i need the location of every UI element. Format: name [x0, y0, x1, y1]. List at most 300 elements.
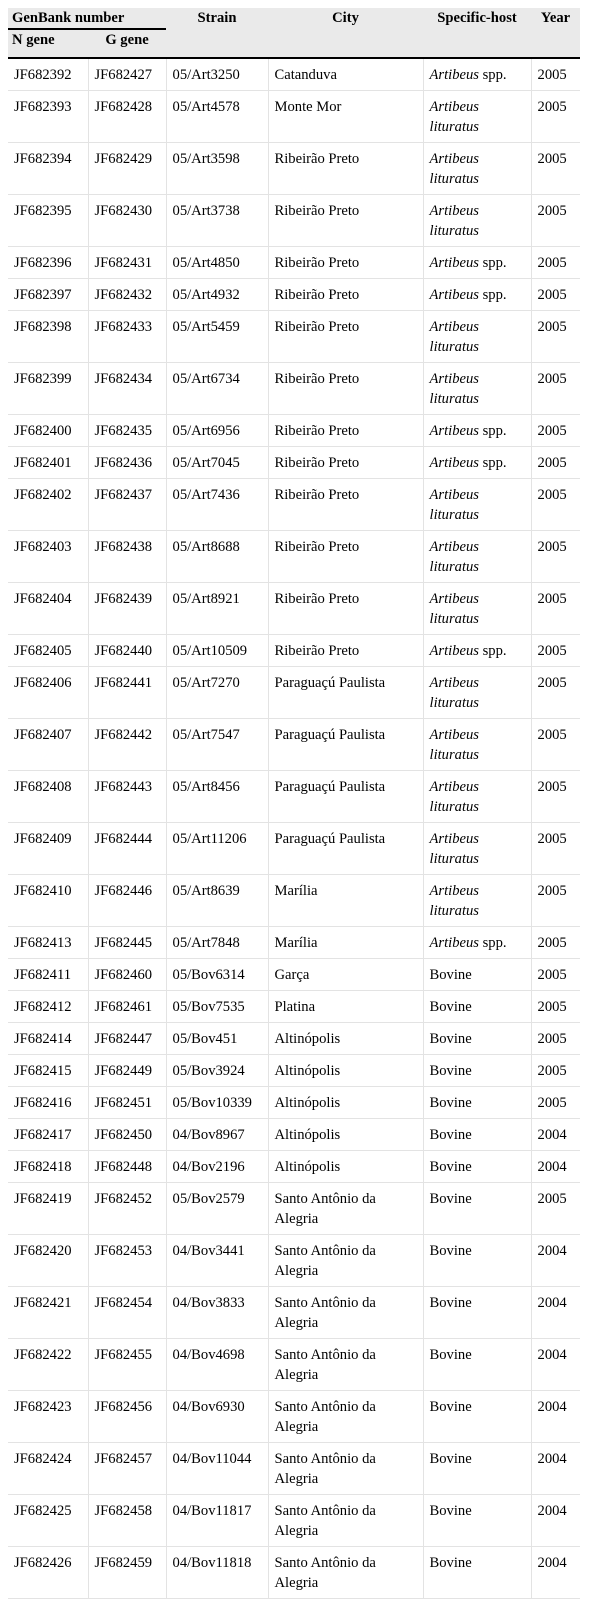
city-cell: Ribeirão Preto: [268, 195, 423, 247]
host-species: spp.: [478, 455, 507, 471]
n-gene-cell: JF682408: [8, 771, 88, 823]
specific-host-cell: [423, 583, 531, 635]
g-gene-cell: JF682434: [88, 363, 166, 415]
year-cell: 2005: [531, 1055, 580, 1087]
host-species: lituratus: [429, 171, 479, 187]
g-gene-cell: JF682454: [88, 1287, 166, 1339]
city-cell: Ribeirão Preto: [268, 479, 423, 531]
g-gene-cell: JF682455: [88, 1339, 166, 1391]
city-cell: Ribeirão Preto: [268, 143, 423, 195]
n-gene-cell: JF682424: [8, 1443, 88, 1495]
year-cell: 2005: [531, 195, 580, 247]
specific-host-cell: [423, 927, 531, 959]
strain-cell: 05/Art8639: [166, 875, 268, 927]
city-cell: Paraguaçú Paulista: [268, 823, 423, 875]
host-genus: Artibeus: [429, 99, 479, 115]
n-gene-cell: JF682402: [8, 479, 88, 531]
g-gene-cell: JF682442: [88, 719, 166, 771]
city-cell: Santo Antônio da Alegria: [268, 1547, 423, 1599]
specific-host-cell: [423, 1023, 531, 1055]
host-name: Bovine: [429, 999, 472, 1015]
specific-host-cell: [423, 991, 531, 1023]
specific-host-cell: [423, 771, 531, 823]
table-row: [8, 91, 580, 143]
host-name: Bovine: [429, 1243, 472, 1259]
host-name: Bovine: [429, 1503, 472, 1519]
g-gene-cell: JF682437: [88, 479, 166, 531]
g-gene-cell: JF682446: [88, 875, 166, 927]
strain-cell: 04/Bov3441: [166, 1235, 268, 1287]
specific-host-cell: [423, 1119, 531, 1151]
host-name: Bovine: [429, 1399, 472, 1415]
table-row: [8, 635, 580, 667]
city-cell: Paraguaçú Paulista: [268, 667, 423, 719]
city-cell: Marília: [268, 927, 423, 959]
host-genus: Artibeus: [429, 539, 479, 555]
host-genus: Artibeus: [429, 203, 479, 219]
host-species: lituratus: [429, 903, 479, 919]
host-genus: Artibeus: [429, 935, 479, 951]
year-cell: 2005: [531, 583, 580, 635]
specific-host-cell: [423, 1055, 531, 1087]
n-gene-cell: JF682392: [8, 58, 88, 91]
host-name: Bovine: [429, 1191, 472, 1207]
specific-host-cell: [423, 143, 531, 195]
year-cell: 2005: [531, 875, 580, 927]
strain-cell: 04/Bov6930: [166, 1391, 268, 1443]
n-gene-cell: JF682399: [8, 363, 88, 415]
g-gene-cell: JF682441: [88, 667, 166, 719]
table-row: [8, 1547, 580, 1599]
g-gene-cell: JF682436: [88, 447, 166, 479]
g-gene-cell: JF682459: [88, 1547, 166, 1599]
host-genus: Artibeus: [429, 151, 479, 167]
g-gene-cell: JF682428: [88, 91, 166, 143]
specific-host-cell: [423, 58, 531, 91]
year-cell: 2005: [531, 719, 580, 771]
strain-cell: 05/Art6734: [166, 363, 268, 415]
strain-cell: 05/Art7045: [166, 447, 268, 479]
n-gene-cell: JF682425: [8, 1495, 88, 1547]
strain-cell: 04/Bov11818: [166, 1547, 268, 1599]
specific-host-cell: [423, 195, 531, 247]
year-cell: 2004: [531, 1235, 580, 1287]
strain-cell: 05/Art6956: [166, 415, 268, 447]
strain-cell: 05/Art8456: [166, 771, 268, 823]
city-cell: Ribeirão Preto: [268, 447, 423, 479]
g-gene-cell: JF682444: [88, 823, 166, 875]
host-genus: Artibeus: [429, 831, 479, 847]
g-gene-cell: JF682460: [88, 959, 166, 991]
year-cell: 2005: [531, 247, 580, 279]
strain-cell: 05/Bov3924: [166, 1055, 268, 1087]
n-gene-cell: JF682423: [8, 1391, 88, 1443]
n-gene-cell: JF682405: [8, 635, 88, 667]
specific-host-cell: [423, 1339, 531, 1391]
host-genus: Artibeus: [429, 287, 479, 303]
g-gene-cell: JF682449: [88, 1055, 166, 1087]
n-gene-cell: JF682417: [8, 1119, 88, 1151]
g-gene-cell: JF682432: [88, 279, 166, 311]
strain-cell: 05/Bov2579: [166, 1183, 268, 1235]
g-gene-cell: JF682435: [88, 415, 166, 447]
city-cell: Ribeirão Preto: [268, 311, 423, 363]
n-gene-cell: JF682411: [8, 959, 88, 991]
specific-host-cell: [423, 415, 531, 447]
host-species: spp.: [478, 67, 507, 83]
specific-host-cell: [423, 1183, 531, 1235]
n-gene-cell: JF682400: [8, 415, 88, 447]
host-species: lituratus: [429, 339, 479, 355]
strain-cell: 05/Art5459: [166, 311, 268, 363]
year-cell: 2005: [531, 959, 580, 991]
host-name: Bovine: [429, 1031, 472, 1047]
specific-host-cell: [423, 311, 531, 363]
strain-cell: 05/Art7547: [166, 719, 268, 771]
specific-host-cell: [423, 363, 531, 415]
table-row: [8, 667, 580, 719]
strain-table: [8, 8, 580, 1599]
year-header: Year: [531, 8, 580, 58]
city-cell: Monte Mor: [268, 91, 423, 143]
host-species: lituratus: [429, 507, 479, 523]
n-gene-cell: JF682393: [8, 91, 88, 143]
specific-host-cell: [423, 667, 531, 719]
year-cell: 2005: [531, 635, 580, 667]
year-cell: 2004: [531, 1287, 580, 1339]
specific-host-cell: [423, 1151, 531, 1183]
strain-header: Strain: [166, 8, 268, 58]
year-cell: 2004: [531, 1443, 580, 1495]
table-row: [8, 771, 580, 823]
host-genus: Artibeus: [429, 67, 479, 83]
table-row: [8, 1023, 580, 1055]
g-gene-cell: JF682440: [88, 635, 166, 667]
specific-host-cell: [423, 959, 531, 991]
strain-cell: 05/Art3598: [166, 143, 268, 195]
host-species: lituratus: [429, 119, 479, 135]
g-gene-cell: JF682429: [88, 143, 166, 195]
table-row: [8, 143, 580, 195]
table-row: [8, 719, 580, 771]
strain-cell: 05/Art8921: [166, 583, 268, 635]
table-row: [8, 415, 580, 447]
specific-host-cell: [423, 1287, 531, 1339]
host-genus: Artibeus: [429, 371, 479, 387]
table-row: [8, 311, 580, 363]
city-cell: Ribeirão Preto: [268, 279, 423, 311]
host-species: spp.: [478, 423, 507, 439]
n-gene-cell: JF682404: [8, 583, 88, 635]
year-cell: 2004: [531, 1119, 580, 1151]
strain-cell: 05/Bov6314: [166, 959, 268, 991]
specific-host-header: Specific-host: [423, 8, 531, 58]
city-cell: Santo Antônio da Alegria: [268, 1183, 423, 1235]
year-cell: 2004: [531, 1151, 580, 1183]
year-cell: 2005: [531, 91, 580, 143]
host-name: Bovine: [429, 1063, 472, 1079]
city-cell: Santo Antônio da Alegria: [268, 1287, 423, 1339]
table-row: [8, 927, 580, 959]
g-gene-cell: JF682452: [88, 1183, 166, 1235]
strain-cell: 04/Bov4698: [166, 1339, 268, 1391]
host-species: spp.: [478, 643, 507, 659]
specific-host-cell: [423, 1547, 531, 1599]
host-species: lituratus: [429, 223, 479, 239]
host-genus: Artibeus: [429, 591, 479, 607]
strain-cell: 05/Art7436: [166, 479, 268, 531]
n-gene-cell: JF682418: [8, 1151, 88, 1183]
strain-cell: 04/Bov11817: [166, 1495, 268, 1547]
host-species: lituratus: [429, 391, 479, 407]
n-gene-cell: JF682422: [8, 1339, 88, 1391]
strain-cell: 05/Art3250: [166, 58, 268, 91]
year-cell: 2004: [531, 1339, 580, 1391]
host-name: Bovine: [429, 1295, 472, 1311]
year-cell: 2005: [531, 991, 580, 1023]
specific-host-cell: [423, 479, 531, 531]
specific-host-cell: [423, 823, 531, 875]
table-row: [8, 1235, 580, 1287]
g-gene-cell: JF682448: [88, 1151, 166, 1183]
specific-host-cell: [423, 635, 531, 667]
table-row: [8, 279, 580, 311]
strain-cell: 05/Art11206: [166, 823, 268, 875]
n-gene-cell: JF682409: [8, 823, 88, 875]
table-row: [8, 1119, 580, 1151]
table-row: [8, 447, 580, 479]
host-species: spp.: [478, 935, 507, 951]
year-cell: 2005: [531, 311, 580, 363]
host-genus: Artibeus: [429, 255, 479, 271]
n-gene-cell: JF682419: [8, 1183, 88, 1235]
table-row: [8, 1339, 580, 1391]
year-cell: 2005: [531, 823, 580, 875]
table-row: [8, 1151, 580, 1183]
year-cell: 2005: [531, 1087, 580, 1119]
strain-cell: 05/Art3738: [166, 195, 268, 247]
strain-cell: 05/Bov10339: [166, 1087, 268, 1119]
table-row: [8, 1087, 580, 1119]
g-gene-cell: JF682443: [88, 771, 166, 823]
host-name: Bovine: [429, 1159, 472, 1175]
table-row: [8, 991, 580, 1023]
host-genus: Artibeus: [429, 883, 479, 899]
year-cell: 2004: [531, 1391, 580, 1443]
year-cell: 2005: [531, 479, 580, 531]
table-row: [8, 479, 580, 531]
table-row: [8, 1287, 580, 1339]
city-cell: Santo Antônio da Alegria: [268, 1339, 423, 1391]
city-cell: Ribeirão Preto: [268, 583, 423, 635]
city-cell: Santo Antônio da Alegria: [268, 1391, 423, 1443]
n-gene-cell: JF682406: [8, 667, 88, 719]
city-cell: Marília: [268, 875, 423, 927]
strain-cell: 05/Art10509: [166, 635, 268, 667]
n-gene-cell: JF682414: [8, 1023, 88, 1055]
table-body: [8, 58, 580, 1599]
table-row: [8, 1443, 580, 1495]
host-species: spp.: [478, 287, 507, 303]
year-cell: 2005: [531, 1023, 580, 1055]
specific-host-cell: [423, 1495, 531, 1547]
n-gene-cell: JF682397: [8, 279, 88, 311]
specific-host-cell: [423, 247, 531, 279]
strain-cell: 04/Bov8967: [166, 1119, 268, 1151]
g-gene-cell: JF682461: [88, 991, 166, 1023]
g-gene-cell: JF682453: [88, 1235, 166, 1287]
city-cell: Altinópolis: [268, 1023, 423, 1055]
table-row: [8, 1183, 580, 1235]
g-gene-header: G gene: [88, 29, 166, 58]
n-gene-cell: JF682395: [8, 195, 88, 247]
host-species: lituratus: [429, 747, 479, 763]
n-gene-cell: JF682412: [8, 991, 88, 1023]
city-cell: Santo Antônio da Alegria: [268, 1495, 423, 1547]
city-cell: Ribeirão Preto: [268, 247, 423, 279]
strain-cell: 04/Bov11044: [166, 1443, 268, 1495]
strain-cell: 05/Art7270: [166, 667, 268, 719]
year-cell: 2005: [531, 927, 580, 959]
host-genus: Artibeus: [429, 455, 479, 471]
year-cell: 2005: [531, 531, 580, 583]
host-species: lituratus: [429, 799, 479, 815]
city-cell: Ribeirão Preto: [268, 415, 423, 447]
strain-table-container: [8, 8, 580, 1599]
city-cell: Altinópolis: [268, 1055, 423, 1087]
n-gene-cell: JF682407: [8, 719, 88, 771]
n-gene-cell: JF682421: [8, 1287, 88, 1339]
host-genus: Artibeus: [429, 487, 479, 503]
n-gene-header: N gene: [8, 29, 88, 58]
table-row: [8, 531, 580, 583]
n-gene-cell: JF682396: [8, 247, 88, 279]
g-gene-cell: JF682431: [88, 247, 166, 279]
city-cell: Altinópolis: [268, 1151, 423, 1183]
host-name: Bovine: [429, 1347, 472, 1363]
table-row: [8, 583, 580, 635]
year-cell: 2005: [531, 771, 580, 823]
table-row: [8, 58, 580, 91]
specific-host-cell: [423, 1391, 531, 1443]
city-cell: Altinópolis: [268, 1087, 423, 1119]
host-name: Bovine: [429, 1451, 472, 1467]
n-gene-cell: JF682403: [8, 531, 88, 583]
table-row: [8, 1391, 580, 1443]
host-species: lituratus: [429, 851, 479, 867]
strain-cell: 05/Art4578: [166, 91, 268, 143]
host-name: Bovine: [429, 1095, 472, 1111]
host-genus: Artibeus: [429, 727, 479, 743]
specific-host-cell: [423, 1087, 531, 1119]
city-cell: Santo Antônio da Alegria: [268, 1235, 423, 1287]
city-cell: Ribeirão Preto: [268, 531, 423, 583]
city-cell: Garça: [268, 959, 423, 991]
host-species: spp.: [478, 255, 507, 271]
city-cell: Platina: [268, 991, 423, 1023]
year-cell: 2005: [531, 143, 580, 195]
year-cell: 2004: [531, 1495, 580, 1547]
specific-host-cell: [423, 875, 531, 927]
genbank-number-header: GenBank number: [8, 8, 166, 29]
year-cell: 2005: [531, 363, 580, 415]
host-name: Bovine: [429, 967, 472, 983]
table-row: [8, 363, 580, 415]
g-gene-cell: JF682445: [88, 927, 166, 959]
host-genus: Artibeus: [429, 319, 479, 335]
table-row: [8, 247, 580, 279]
table-row: [8, 1055, 580, 1087]
host-genus: Artibeus: [429, 423, 479, 439]
specific-host-cell: [423, 1235, 531, 1287]
n-gene-cell: JF682415: [8, 1055, 88, 1087]
g-gene-cell: JF682457: [88, 1443, 166, 1495]
g-gene-cell: JF682458: [88, 1495, 166, 1547]
strain-cell: 05/Art4932: [166, 279, 268, 311]
host-species: lituratus: [429, 695, 479, 711]
host-genus: Artibeus: [429, 675, 479, 691]
n-gene-cell: JF682420: [8, 1235, 88, 1287]
g-gene-cell: JF682447: [88, 1023, 166, 1055]
g-gene-cell: JF682433: [88, 311, 166, 363]
year-cell: 2004: [531, 1547, 580, 1599]
city-cell: Ribeirão Preto: [268, 363, 423, 415]
strain-cell: 04/Bov3833: [166, 1287, 268, 1339]
n-gene-cell: JF682416: [8, 1087, 88, 1119]
host-species: lituratus: [429, 611, 479, 627]
city-header: City: [268, 8, 423, 58]
city-cell: Ribeirão Preto: [268, 635, 423, 667]
g-gene-cell: JF682439: [88, 583, 166, 635]
year-cell: 2005: [531, 415, 580, 447]
table-row: [8, 959, 580, 991]
table-header: [8, 8, 580, 58]
strain-cell: 05/Art7848: [166, 927, 268, 959]
city-cell: Santo Antônio da Alegria: [268, 1443, 423, 1495]
city-cell: Paraguaçú Paulista: [268, 719, 423, 771]
n-gene-cell: JF682394: [8, 143, 88, 195]
specific-host-cell: [423, 531, 531, 583]
specific-host-cell: [423, 447, 531, 479]
n-gene-cell: JF682398: [8, 311, 88, 363]
table-row: [8, 195, 580, 247]
table-row: [8, 875, 580, 927]
specific-host-cell: [423, 719, 531, 771]
year-cell: 2005: [531, 447, 580, 479]
g-gene-cell: JF682451: [88, 1087, 166, 1119]
n-gene-cell: JF682426: [8, 1547, 88, 1599]
g-gene-cell: JF682427: [88, 58, 166, 91]
host-genus: Artibeus: [429, 779, 479, 795]
table-row: [8, 1495, 580, 1547]
year-cell: 2005: [531, 58, 580, 91]
g-gene-cell: JF682430: [88, 195, 166, 247]
city-cell: Catanduva: [268, 58, 423, 91]
host-species: lituratus: [429, 559, 479, 575]
year-cell: 2005: [531, 279, 580, 311]
g-gene-cell: JF682456: [88, 1391, 166, 1443]
specific-host-cell: [423, 1443, 531, 1495]
strain-cell: 04/Bov2196: [166, 1151, 268, 1183]
strain-cell: 05/Art4850: [166, 247, 268, 279]
table-row: [8, 823, 580, 875]
city-cell: Paraguaçú Paulista: [268, 771, 423, 823]
g-gene-cell: JF682450: [88, 1119, 166, 1151]
strain-cell: 05/Bov451: [166, 1023, 268, 1055]
g-gene-cell: JF682438: [88, 531, 166, 583]
n-gene-cell: JF682410: [8, 875, 88, 927]
host-genus: Artibeus: [429, 643, 479, 659]
